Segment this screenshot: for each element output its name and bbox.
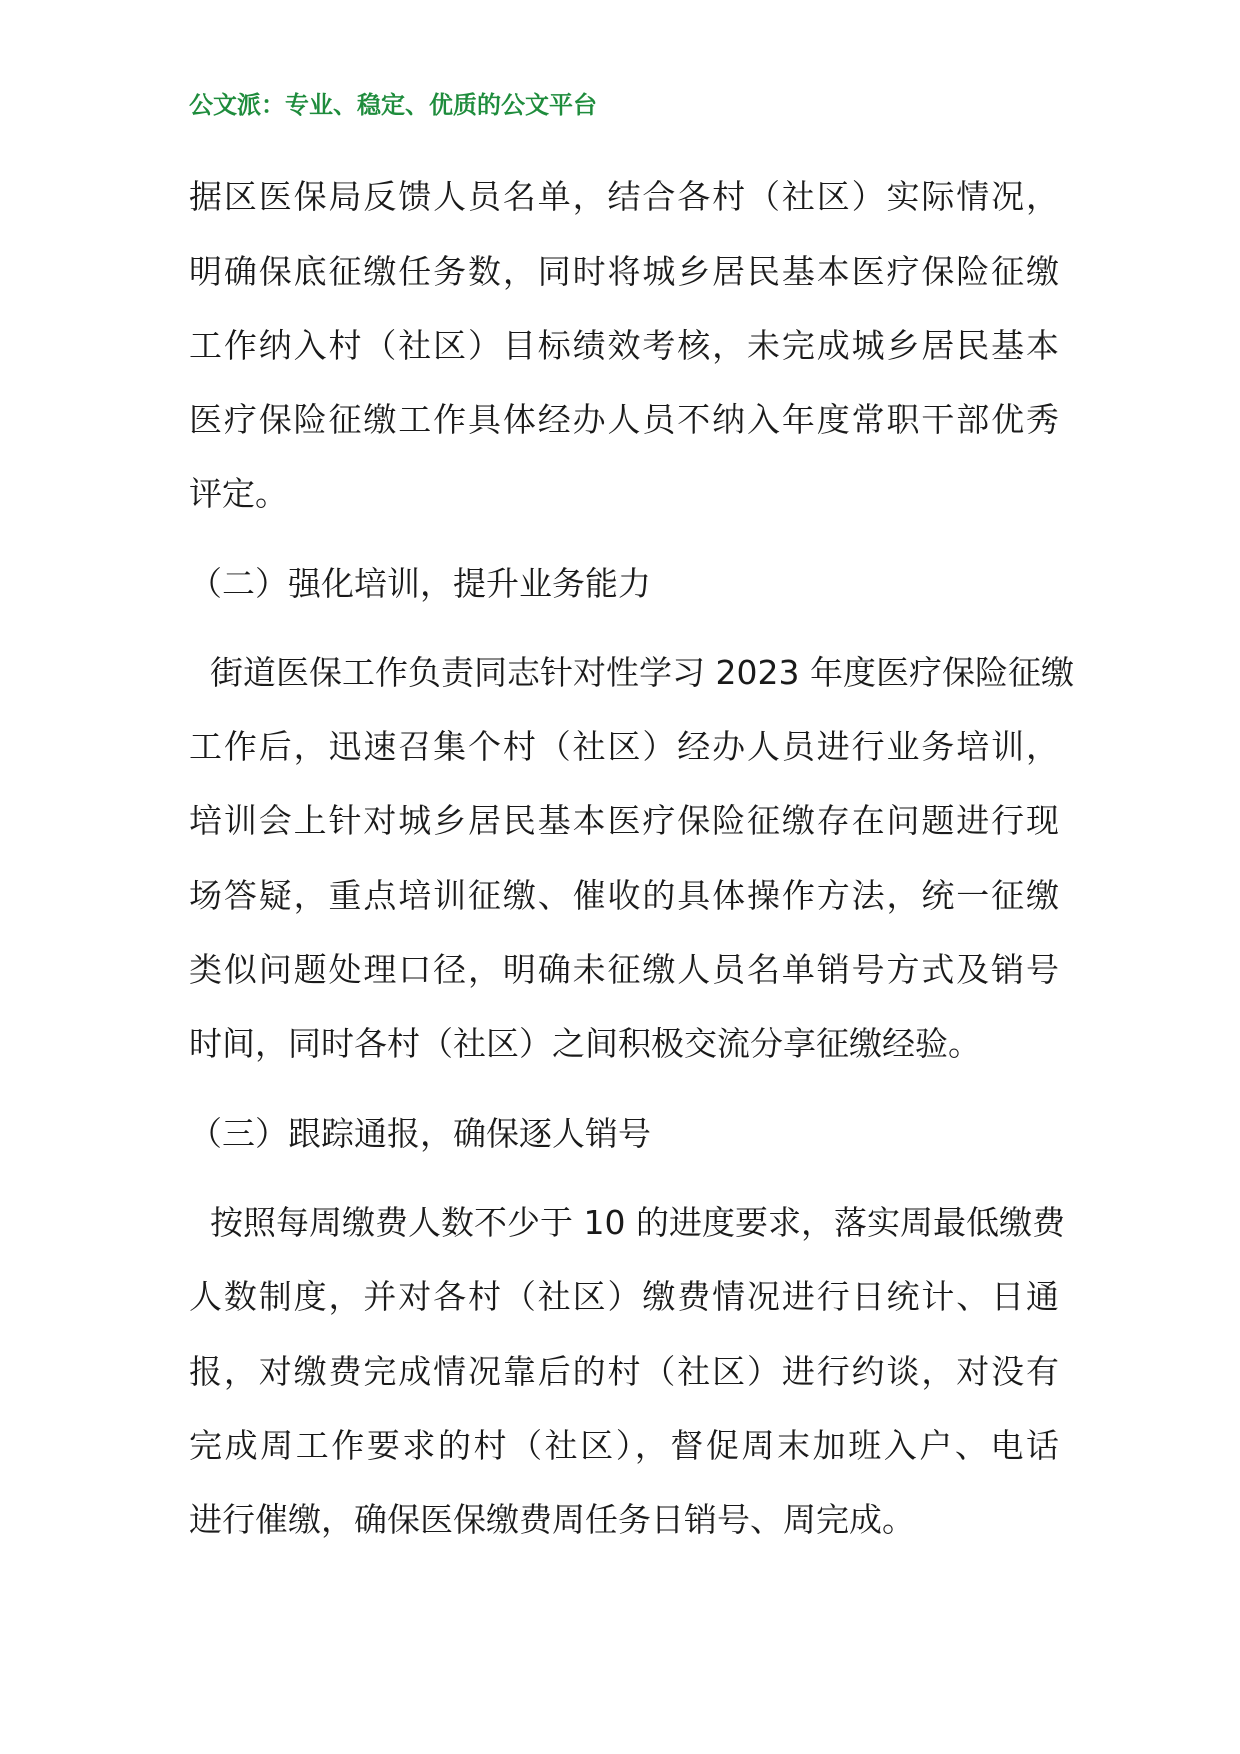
paragraph-line: 人数制度，并对各村（社区）缴费情况进行日统计、日通 bbox=[189, 1277, 1059, 1316]
paragraph-line: 完成周工作要求的村（社区），督促周末加班入户、电话 bbox=[189, 1426, 1059, 1465]
section-heading: （三）跟踪通报，确保逐人销号 bbox=[189, 1114, 651, 1153]
page-header: 公文派：专业、稳定、优质的公文平台 bbox=[189, 90, 597, 119]
paragraph-line: 类似问题处理口径，明确未征缴人员名单销号方式及销号 bbox=[189, 950, 1059, 989]
paragraph-line: 据区医保局反馈人员名单，结合各村（社区）实际情况， bbox=[189, 177, 1059, 216]
paragraph-line: 培训会上针对城乡居民基本医疗保险征缴存在问题进行现 bbox=[189, 801, 1059, 840]
paragraph-line: 按照每周缴费人数不少于 10 的进度要求，落实周最低缴费 bbox=[189, 1203, 1065, 1242]
paragraph-line: 进行催缴，确保医保缴费周任务日销号、周完成。 bbox=[189, 1500, 915, 1539]
paragraph-line: 工作纳入村（社区）目标绩效考核，未完成城乡居民基本 bbox=[189, 326, 1059, 365]
paragraph-line: 明确保底征缴任务数，同时将城乡居民基本医疗保险征缴 bbox=[189, 252, 1059, 291]
paragraph-line: 时间，同时各村（社区）之间积极交流分享征缴经验。 bbox=[189, 1024, 981, 1063]
paragraph-line: 街道医保工作负责同志针对性学习 2023 年度医疗保险征缴 bbox=[189, 653, 1074, 692]
paragraph-line: 场答疑，重点培训征缴、催收的具体操作方法，统一征缴 bbox=[189, 876, 1059, 915]
paragraph-line: 评定。 bbox=[189, 474, 288, 513]
paragraph-line: 医疗保险征缴工作具体经办人员不纳入年度常职干部优秀 bbox=[189, 400, 1059, 439]
section-heading: （二）强化培训，提升业务能力 bbox=[189, 564, 651, 603]
paragraph-line: 工作后，迅速召集个村（社区）经办人员进行业务培训， bbox=[189, 727, 1059, 766]
paragraph-line: 报，对缴费完成情况靠后的村（社区）进行约谈，对没有 bbox=[189, 1352, 1059, 1391]
